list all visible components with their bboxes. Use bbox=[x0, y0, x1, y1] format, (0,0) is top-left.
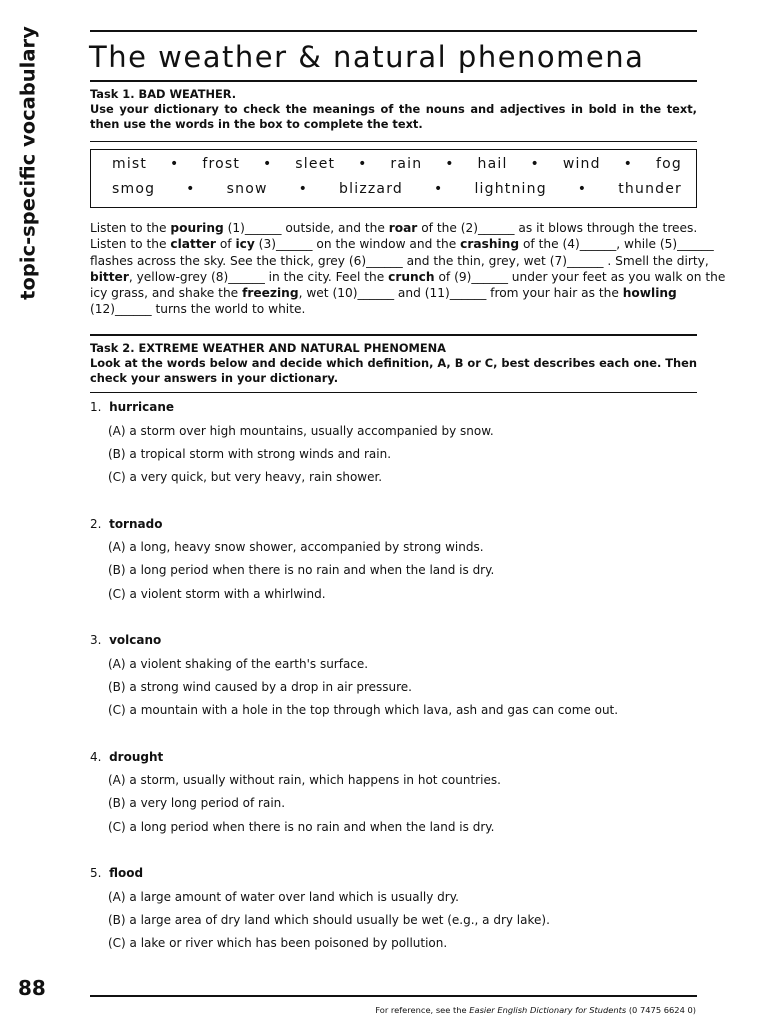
question-3 bbox=[90, 633, 161, 647]
footer-rule bbox=[90, 995, 697, 997]
text-segment: flashes across the sky. See the thick, grey (6)______ and the thin, grey, wet (7)______ . Smell the dirty, bbox=[90, 253, 709, 268]
word-box-item: lightning bbox=[474, 181, 547, 197]
question-5-option-c: (C) a lake or river which has been poisoned by pollution. bbox=[108, 936, 448, 951]
question-word: hurricane bbox=[109, 400, 175, 414]
word-box-row-1 bbox=[112, 156, 682, 172]
word-separator-bullet: • bbox=[358, 156, 368, 172]
bold-word: clatter bbox=[170, 237, 216, 252]
question-number: 1. bbox=[90, 400, 110, 414]
word-separator-bullet: • bbox=[577, 181, 588, 197]
word-separator-bullet: • bbox=[623, 156, 634, 172]
word-box-item: fog bbox=[655, 156, 682, 172]
question-4-option-b: (B) a very long period of rain. bbox=[108, 796, 286, 811]
footer-prefix: For reference, see the bbox=[375, 1005, 470, 1015]
word-box-item: smog bbox=[112, 181, 156, 197]
word-box-item: thunder bbox=[618, 181, 682, 197]
question-2-option-c: (C) a violent storm with a whirlwind. bbox=[108, 586, 326, 601]
text-segment: Listen to the bbox=[90, 237, 171, 252]
text-segment: icy grass, and shake the bbox=[90, 286, 243, 301]
title-top-rule bbox=[90, 30, 697, 32]
question-1-option-c: (C) a very quick, but very heavy, rain shower. bbox=[108, 470, 383, 485]
page-title: The weather & natural phenomena bbox=[89, 40, 645, 74]
bold-word: pouring bbox=[170, 221, 224, 235]
text-line bbox=[90, 220, 697, 236]
bold-word: icy bbox=[235, 237, 255, 252]
footer-reference bbox=[375, 1005, 696, 1015]
text-segment: (1)______ outside, and the bbox=[223, 221, 389, 235]
bold-word: bitter bbox=[90, 269, 129, 284]
text-line bbox=[90, 301, 697, 317]
text-segment: (3)______ on the window and the bbox=[254, 237, 461, 252]
word-separator-bullet: • bbox=[530, 156, 540, 172]
question-1-option-a: (A) a storm over high mountains, usually accompanied by snow. bbox=[108, 423, 494, 438]
text-segment: of the (2)______ as it blows through the trees. bbox=[417, 221, 698, 235]
question-3-option-c: (C) a mountain with a hole in the top through which lava, ash and gas can come out. bbox=[108, 703, 619, 718]
task2-top-rule bbox=[90, 334, 697, 336]
text-segment: Listen to the bbox=[90, 221, 171, 235]
question-word: volcano bbox=[109, 633, 162, 647]
text-segment: , wet (10)______ and (11)______ from your hair as the bbox=[298, 286, 623, 301]
word-box-item: blizzard bbox=[339, 181, 403, 197]
text-segment: of bbox=[215, 237, 236, 252]
footer-suffix: (0 7475 6624 0) bbox=[626, 1005, 696, 1015]
word-separator-bullet: • bbox=[170, 156, 180, 172]
question-1 bbox=[90, 400, 174, 414]
word-box-item: snow bbox=[226, 181, 268, 197]
bold-word: howling bbox=[622, 286, 677, 301]
question-4-option-c: (C) a long period when there is no rain and when the land is dry. bbox=[108, 819, 495, 834]
task1-heading: Task 1. BAD WEATHER. bbox=[90, 87, 237, 101]
question-5 bbox=[90, 866, 143, 880]
text-line bbox=[90, 269, 726, 285]
side-label-text: topic-specific vocabulary bbox=[16, 26, 40, 300]
word-box-item: wind bbox=[562, 156, 601, 172]
question-5-option-b: (B) a large area of dry land which should usually be wet (e.g., a dry lake). bbox=[108, 912, 550, 927]
question-2-option-b: (B) a long period when there is no rain and when the land is dry. bbox=[108, 563, 495, 578]
task2-rule bbox=[90, 392, 697, 393]
word-separator-bullet: • bbox=[186, 181, 196, 197]
word-separator-bullet: • bbox=[445, 156, 455, 172]
question-2-option-a: (A) a long, heavy snow shower, accompanied by strong winds. bbox=[108, 540, 484, 554]
text-line bbox=[90, 236, 714, 252]
word-separator-bullet: • bbox=[433, 181, 444, 197]
word-box-item: hail bbox=[477, 156, 508, 172]
bold-word: crashing bbox=[460, 237, 520, 252]
question-word: drought bbox=[109, 749, 164, 764]
footer-book-title: Easier English Dictionary for Students bbox=[469, 1005, 627, 1015]
word-box-item: rain bbox=[390, 156, 423, 172]
bold-word: crunch bbox=[388, 269, 435, 284]
text-segment: (12)______ turns the world to white. bbox=[90, 302, 306, 317]
word-box bbox=[90, 149, 697, 208]
question-4 bbox=[90, 750, 163, 764]
task1-header bbox=[90, 87, 697, 132]
question-number: 5. bbox=[90, 866, 110, 880]
question-2 bbox=[90, 517, 162, 531]
bold-word: freezing bbox=[242, 286, 299, 301]
question-number: 3. bbox=[90, 633, 110, 647]
question-4-option-a: (A) a storm, usually without rain, which happens in hot countries. bbox=[108, 773, 501, 787]
page-number: 88 bbox=[18, 976, 46, 1000]
task2-instruction-line1: Look at the words below and decide which definition, A, B or C, best describes each one. Then bbox=[90, 356, 697, 370]
word-box-item: sleet bbox=[295, 156, 336, 172]
task1-instruction-line2: then use the words in the box to complete the text. bbox=[90, 117, 423, 131]
question-number: 2. bbox=[90, 516, 110, 531]
word-box-row-2 bbox=[112, 181, 682, 197]
word-box-item: frost bbox=[202, 156, 241, 172]
side-label bbox=[6, 26, 50, 300]
question-5-option-a: (A) a large amount of water over land which is usually dry. bbox=[108, 889, 459, 904]
gap-fill-text bbox=[90, 220, 726, 318]
text-line bbox=[90, 253, 709, 269]
task2-instruction-line2: check your answers in your dictionary. bbox=[90, 371, 339, 385]
word-box-item: mist bbox=[112, 156, 148, 172]
text-line bbox=[90, 285, 697, 301]
text-segment: , yellow-grey (8)______ in the city. Feel the bbox=[128, 269, 389, 284]
task1-instruction-line1: Use your dictionary to check the meanings of the nouns and adjectives in bold in the text, bbox=[90, 102, 697, 116]
task1-rule bbox=[90, 141, 697, 142]
question-number: 4. bbox=[90, 749, 110, 764]
word-separator-bullet: • bbox=[298, 181, 309, 197]
question-1-option-b: (B) a tropical storm with strong winds and rain. bbox=[108, 446, 392, 461]
task2-heading: Task 2. EXTREME WEATHER AND NATURAL PHENOMENA bbox=[90, 341, 446, 355]
question-word: flood bbox=[109, 866, 144, 880]
text-segment: of the (4)______, while (5)______ bbox=[519, 237, 714, 252]
bold-word: roar bbox=[388, 221, 418, 235]
text-segment: of (9)______ under your feet as you walk on the bbox=[434, 269, 726, 284]
task2-header bbox=[90, 341, 697, 386]
title-bottom-rule bbox=[90, 80, 697, 82]
word-separator-bullet: • bbox=[262, 156, 273, 172]
question-3-option-a: (A) a violent shaking of the earth's surface. bbox=[108, 656, 369, 671]
question-3-option-b: (B) a strong wind caused by a drop in air pressure. bbox=[108, 679, 412, 694]
question-word: tornado bbox=[109, 516, 163, 531]
